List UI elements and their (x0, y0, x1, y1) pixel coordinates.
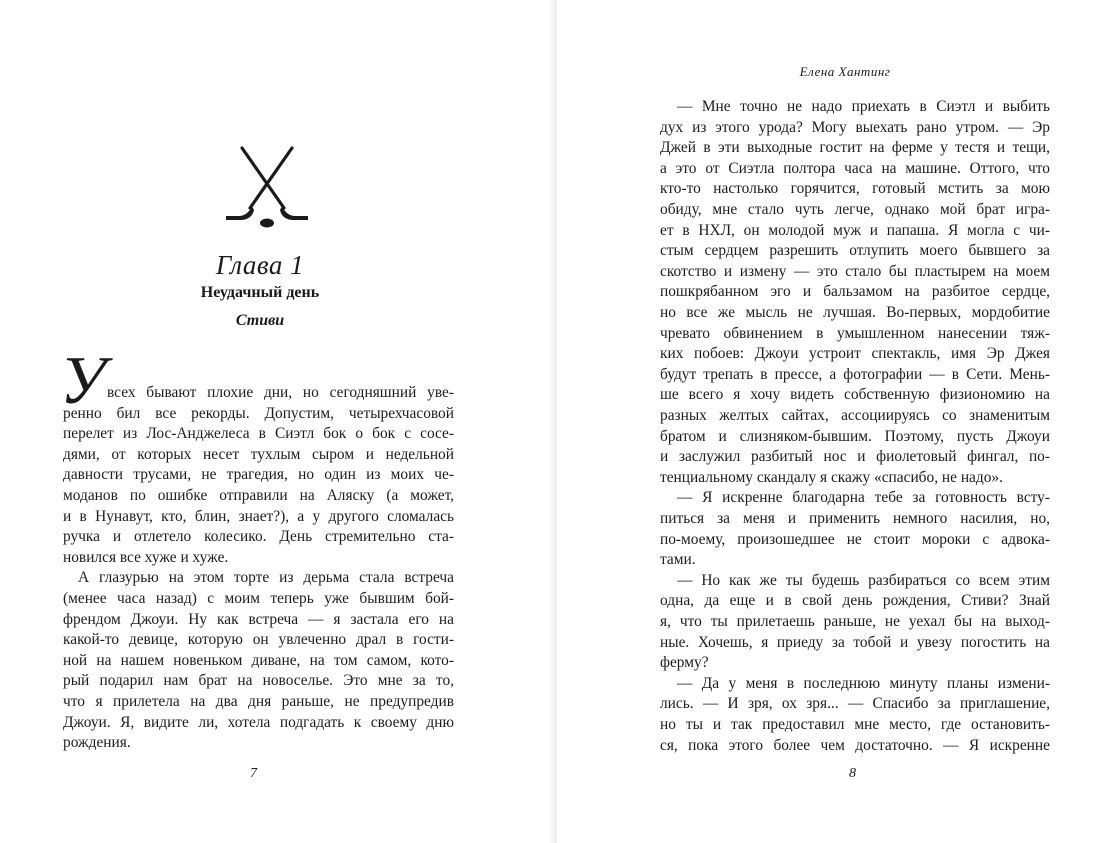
text-line: скотство и измену — это стало бы пластырем на моем (660, 262, 1050, 280)
text-line: ет в НХЛ, он молодой муж и папаша. Я могла с чи- (660, 221, 1050, 239)
text-line: какой-то девице, которую он увлеченно драл в гости- (63, 631, 454, 649)
text-line: одна, да еще и в свой день рождения, Стиви? Знай (660, 592, 1050, 610)
text-line: перелет из Лос-Анджелеса в Сиэтл бок о бок с сосе- (63, 425, 454, 443)
text-line: рождения. (63, 734, 131, 752)
running-head-author: Елена Хантинг (799, 64, 891, 79)
text-line: всех бывают плохие дни, но сегодняшний уве- (107, 384, 454, 401)
text-line: дями, от которых несет тухлым сыром и недельной (63, 445, 454, 463)
text-line: — Но как же ты будешь разбираться со всем этим (677, 571, 1050, 589)
text-line: моданов по ошибке отправили на Аляску (а может, (63, 487, 454, 504)
text-line: тами. (660, 551, 696, 569)
text-line: (менее часа назад) с моим теперь уже бывшим бой- (63, 590, 454, 607)
left-page (0, 0, 557, 843)
page-number-left: 7 (250, 766, 257, 781)
text-line: лись. — И зря, ох зря... — Спасибо за приглашение, (660, 695, 1050, 713)
text-line: — Я искренне благодарна тебе за готовность всту- (677, 489, 1050, 507)
text-line: ные. Хочешь, я приеду за тобой и увезу погостить на (660, 633, 1050, 651)
text-line: новился все хуже и хуже. (63, 548, 229, 566)
text-line: ной на нашем новеньком диване, на том самом, кото- (63, 651, 454, 669)
text-line: а это от Сиэтла полтора часа на машине. Оттого, что (660, 159, 1050, 177)
text-line: Джей в эти выходные гостит на ферме у тестя и тещи, (660, 139, 1050, 157)
text-line: кто-то настолько горячится, готовый мстить за мою (660, 180, 1050, 198)
text-line: и в Нунавут, кто, блин, знает?), а у другого сломалась (63, 507, 454, 525)
text-line: ручка и отлетело колесико. День стремительно ста- (63, 528, 454, 546)
hockey-sticks-and-puck-icon (222, 144, 312, 230)
text-line: пошкрябанном эго и бальзамом на разбитое сердце, (660, 283, 1050, 301)
text-line: тенциальному скандалу я скажу «спасибо, не надо». (660, 468, 1003, 486)
chapter-narrator: Стиви (235, 312, 285, 329)
drop-cap: У (60, 342, 106, 418)
text-line: ся, пока этого более чем достаточно. — Я искренне (660, 736, 1050, 754)
chapter-title: Неудачный день (200, 284, 320, 301)
text-line: ферму? (660, 654, 709, 672)
text-line: питься за меня и применить немного насилия, но, (660, 510, 1050, 527)
text-line: разных желтых сайтах, ассоциируясь со знаменитым (660, 407, 1050, 424)
page-number-right: 8 (849, 766, 856, 781)
text-line: ше всего я хочу видеть собственную физиономию на (660, 386, 1050, 404)
text-line: но все же мысль не лучшая. Во-первых, мордобитие (660, 304, 1050, 321)
text-line: френдом Джоуи. Ну как встреча — я застала его на (63, 610, 454, 628)
text-line: Джоуи. Я, видите ли, хотела подгадать к своему дню (63, 713, 454, 731)
text-line: ких побоев: Джоуи устроит спектакль, имя Эр Джея (660, 345, 1050, 363)
text-line: давности трусами, не трагедия, но один из моих че- (63, 466, 454, 484)
text-line: и заслужил разбитый нос и фиолетовый фингал, по- (660, 448, 1050, 466)
text-line: А глазурью на этом торте из дерьма стала встреча (78, 569, 454, 587)
text-line: рый подарил нам брат на новоселье. Это мне за то, (63, 672, 454, 690)
text-line: я, что ты прилетаешь раньше, не уехал бы на выход- (660, 613, 1050, 630)
text-line: дух из этого урода? Могу выехать рано утром. — Эр (660, 118, 1050, 136)
chapter-number: Глава 1 (215, 250, 305, 280)
text-line: — Да у меня в последнюю минуту планы измени- (677, 674, 1050, 692)
text-line: но ты и так предоставил мне место, где остановить- (660, 716, 1050, 733)
text-line: обиду, мне стало чуть легче, однако мой брат игра- (660, 201, 1050, 218)
text-line: будут трепать в прессе, а фотографии — в Сети. Мень- (660, 365, 1050, 383)
text-line: ренно бил все рекорды. Допустим, четырехчасовой (63, 404, 454, 422)
text-line: по-моему, произошедшее не стоит мороки с адвока- (660, 530, 1050, 548)
text-line: что я прилетела на два дня раньше, не предупредив (63, 693, 454, 710)
text-line: — Мне точно не надо приехать в Сиэтл и выбить (677, 98, 1050, 115)
text-line: чревато обвинением в умышленном нанесении тяж- (660, 324, 1050, 342)
text-line: братом и слизняком-бывшим. Поэтому, пусть Джоуи (660, 427, 1050, 445)
text-line: стым сердцем разрешить отлупить моего бывшего за (660, 242, 1050, 260)
